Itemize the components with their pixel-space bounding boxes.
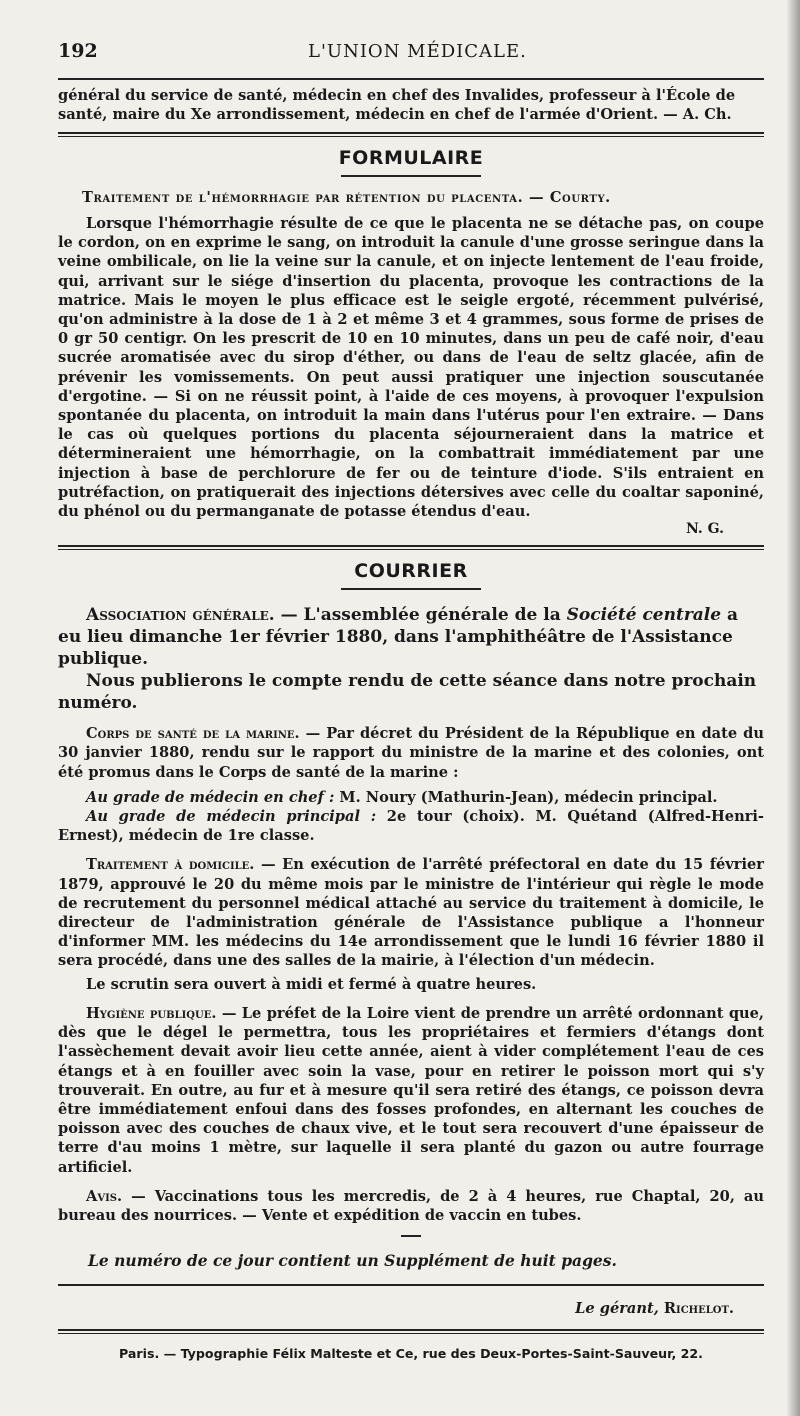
- assoc-italic: Société centrale: [566, 605, 722, 626]
- corps-line-2-text: 2e tour (choix). M. Quétand (Alfred-Henri-Ernest), médecin de 1re classe.: [58, 808, 764, 845]
- section-divider-2: [58, 545, 764, 550]
- page-edge-shadow: [786, 0, 800, 1416]
- domicile-paragraph-2: Le scrutin sera ouvert à midi et fermé à quatre heures.: [86, 975, 537, 993]
- corps-text: — Par décret du Président de la République en date du 30 janvier 1880, rendu sur le rapport du ministre de la marine et des colonies, ont été promus dans le Corps de santé de la marine :: [58, 725, 764, 781]
- avis-heading: Avis.: [86, 1187, 123, 1205]
- intro-text: général du service de santé, médecin en chef des Invalides, professeur à l'École de santé, maire du Xe arrondissement, médecin en chef de l'armée d'Orient. — A. Ch.: [58, 87, 736, 123]
- separator-dash: [401, 1235, 421, 1237]
- corps-line-1-text: M. Noury (Mathurin-Jean), médecin principal.: [334, 788, 718, 806]
- hygiene-text: — Le préfet de la Loire vient de prendre un arrêté ordonnant que, dès que le dégel le permettra, tous les propriétaires et fermiers d'étangs dont l'assèchement devait avoir lieu cette année, aient à vider complétement l'eau de ces étangs et à en fouiller avec soin la vase, pour en retirer le poisson mort qui s'y trouverait. En outre, au fur et à mesure qu'il sera retiré des étangs, ce poisson devra être immédiatement enfoui dans des fosses profondes, en alternant les couches de poisson avec des couches de chaux vive, et le tout sera recouvert d'une épaisseur de terre d'au moins 1 mètre, sur laquelle il sera planté du gazon ou autre fourrage artificiel.: [58, 1004, 764, 1176]
- corps-line-2-italic: Au grade de médecin principal :: [86, 808, 377, 826]
- domicile-paragraph: [58, 855, 764, 970]
- supplement-notice: Le numéro de ce jour contient un Supplément de huit pages.: [88, 1251, 617, 1271]
- domicile-text: — En exécution de l'arrêté préfectoral en date du 15 février 1879, approuvé le 20 du même mois par le ministre de l'intérieur qui règle le mode de recrutement du personnel médical attaché au service du traitement à domicile, le directeur de l'administration générale de l'Assistance publique a l'honneur d'informer MM. les médecins du 14e arrondissement que le lundi 16 février 1880 il sera procédé, dans une des salles de la mairie, à l'élection d'un médecin.: [58, 856, 764, 970]
- page-header: [58, 40, 764, 76]
- footer-rule: [58, 1284, 764, 1286]
- printer-imprint: Paris. — Typographie Félix Malteste et Ce, rue des Deux-Portes-Saint-Sauveur, 22.: [119, 1346, 703, 1362]
- formulaire-title: FORMULAIRE: [338, 147, 484, 169]
- domicile-heading: Traitement à domicile.: [86, 856, 255, 874]
- title-underline-2: [341, 588, 481, 590]
- assoc-paragraph-2: Nous publierons le compte rendu de cette séance dans notre prochain numéro.: [58, 671, 757, 714]
- hygiene-paragraph: [58, 1004, 764, 1177]
- gerant-name: Richelot.: [658, 1300, 734, 1318]
- formulaire-body: Lorsque l'hémorrhagie résulte de ce que le placenta ne se détache pas, on coupe le cordon, on en exprime le sang, on introduit la canule d'une grosse seringue dans la veine ombilicale, on lie la veine sur la canule, et on injecte lentement de l'eau froide, qui, arrivant sur le siége d'insertion du placenta, provoque les contractions de la matrice. Mais le moyen le plus efficace est le seigle ergoté, récemment pulvérisé, qu'on administre à la dose de 1 à 2 et même 3 et 4 grammes, sous forme de prises de 0 gr 50 centigr. On les prescrit de 10 en 10 minutes, dans un peu de café noir, d'eau sucrée aromatisée avec du sirop d'éther, ou dans de l'eau de seltz glacée, afin de prévenir les vomissements. On peut aussi pratiquer une injection souscutanée d'ergotine. — Si on ne réussit point, à l'aide de ces moyens, à provoquer l'expulsion spontanée du placenta, on introduit la main dans l'utérus pour l'en extraire. — Dans le cas où quelques portions du placenta séjourneraient dans la matrice et détermineraient une hémorrhagie, on la combattrait immédiatement par une injection à base de perchlorure de fer ou de teinture d'iode. S'ils entraient en putréfaction, on pratiquerait des injections détersives avec celle du coaltar saponiné, du phénol ou du permanganate de potasse étendus d'eau.: [58, 215, 764, 521]
- journal-title: L'UNION MÉDICALE.: [308, 41, 527, 62]
- assoc-text-1: — L'assemblée générale de la: [274, 605, 567, 626]
- corps-paragraph: [58, 724, 764, 782]
- assoc-text-2: a eu lieu dimanche 1er février 1880, dans l'amphithéâtre de l'Assistance publique.: [58, 605, 739, 670]
- assoc-paragraph: [58, 604, 764, 670]
- section-divider: [58, 132, 764, 137]
- footer-rule-3: [58, 1333, 764, 1334]
- gerant-label: Le gérant,: [575, 1300, 659, 1318]
- header-rule: [58, 78, 764, 80]
- hygiene-heading: Hygiène publique.: [86, 1004, 217, 1022]
- courrier-title: COURRIER: [354, 560, 468, 583]
- corps-line-2: [58, 807, 764, 845]
- title-underline: [341, 175, 481, 177]
- corps-line-1: [58, 788, 764, 807]
- formulaire-heading: Traitement de l'hémorrhagie par rétention du placenta. — Courty.: [82, 189, 611, 206]
- page-number: 192: [58, 40, 98, 62]
- gerant-line: [58, 1300, 734, 1317]
- avis-paragraph: [58, 1187, 764, 1225]
- footer-rule-2: [58, 1329, 764, 1331]
- avis-text: — Vaccinations tous les mercredis, de 2 à 4 heures, rue Chaptal, 20, au bureau des nourrices. — Vente et expédition de vaccin en tubes.: [58, 1187, 764, 1224]
- formulaire-signature: N. G.: [686, 521, 724, 538]
- assoc-heading: Association générale.: [86, 605, 275, 626]
- corps-line-1-italic: Au grade de médecin en chef :: [86, 788, 335, 806]
- corps-heading: Corps de santé de la marine.: [86, 725, 300, 743]
